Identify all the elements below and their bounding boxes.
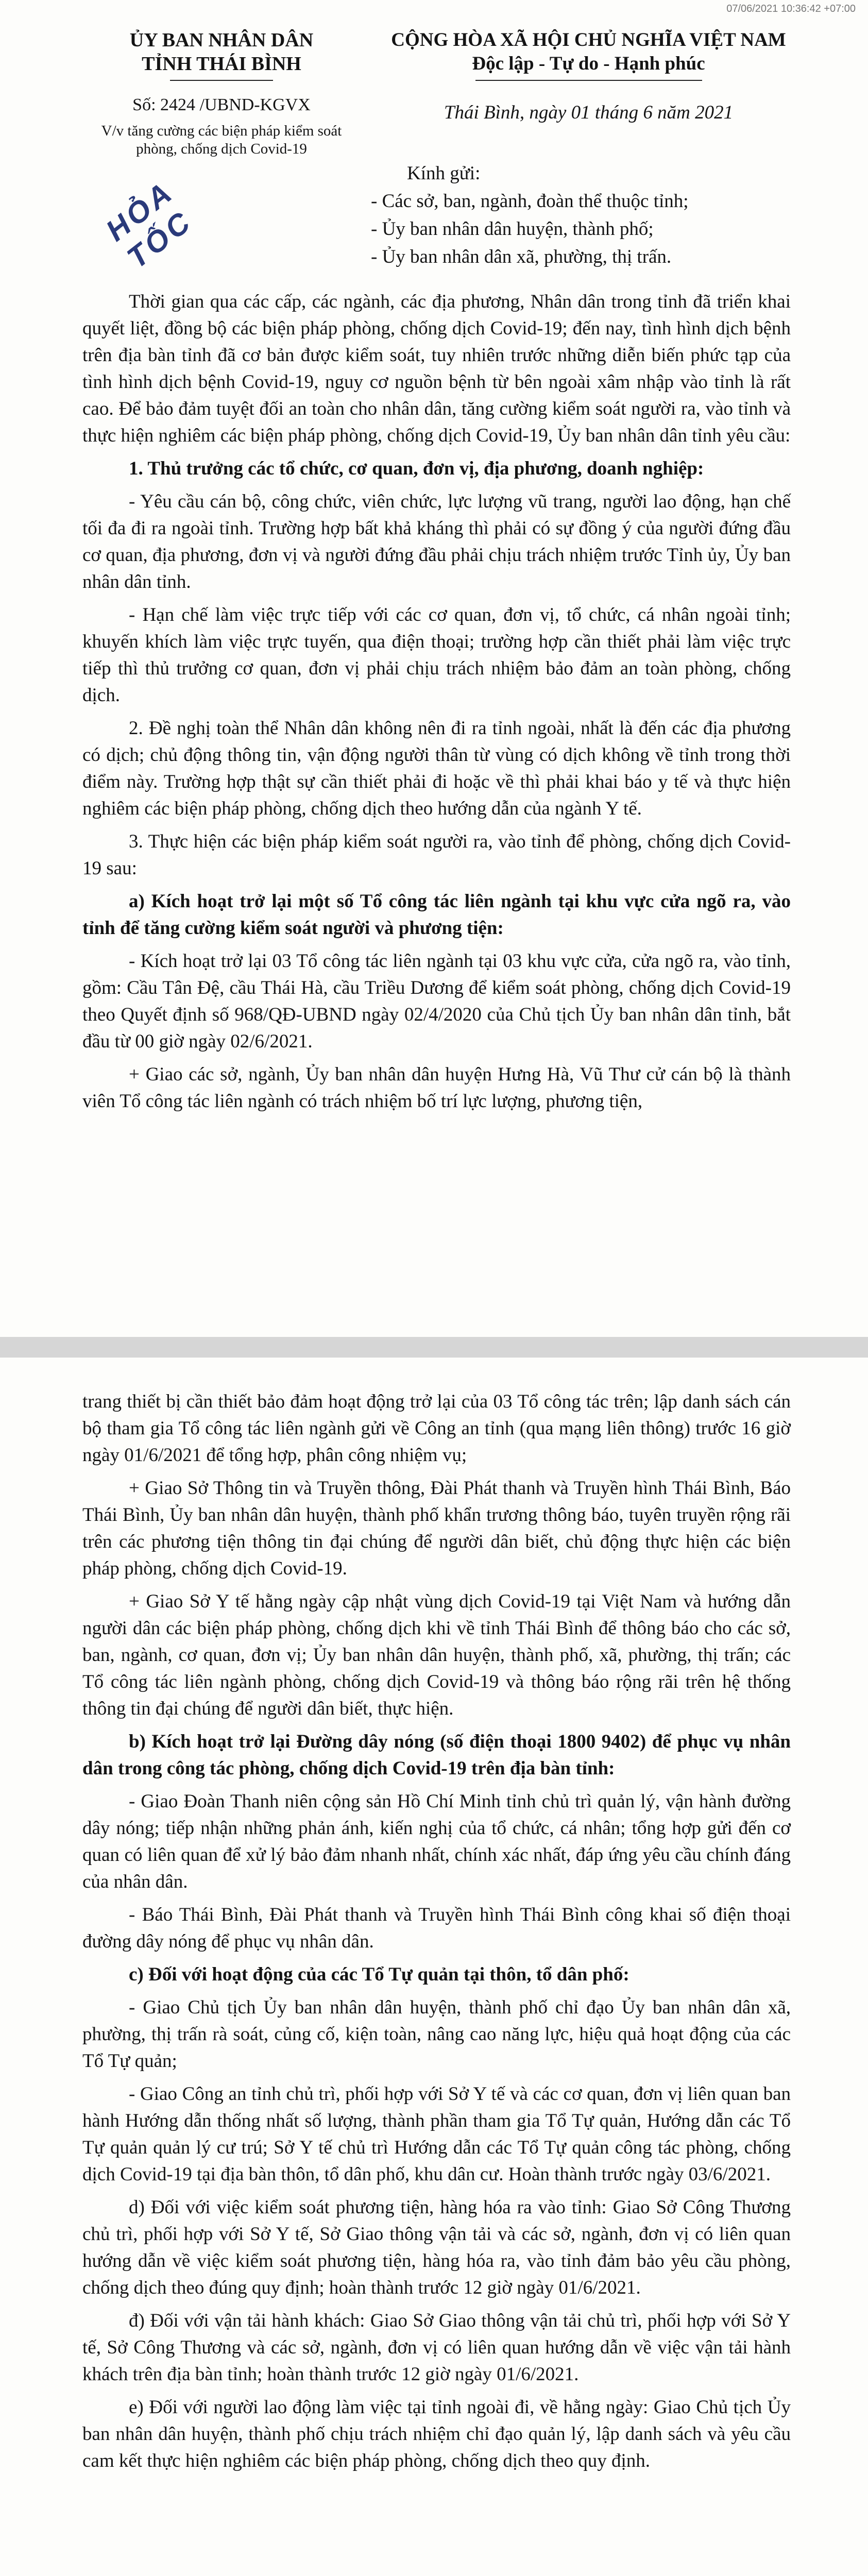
motto-underline bbox=[475, 80, 702, 81]
recipient-item: - Ủy ban nhân dân xã, phường, thị trấn. bbox=[371, 246, 672, 267]
issue-date: Thái Bình, ngày 01 tháng 6 năm 2021 bbox=[444, 102, 734, 123]
urgent-stamp: HỎA TỐC bbox=[99, 175, 199, 275]
commuter-paragraph: e) Đối với người lao động làm việc tại tỉnh ngoài đi, về hằng ngày: Giao Chủ tịch Ủy ban nhân dân huyện, thành phố chịu trách nhiệm chỉ đạo quản lý, lập danh sách và yêu cầu cam kết thực hiện nghiêm các biện pháp phòng, chống dịch theo quy định. bbox=[82, 2397, 791, 2471]
document-subject: V/v tăng cường các biện pháp kiểm soát phòng, chống dịch Covid-19 bbox=[101, 123, 342, 157]
hotline-title: b) Kích hoạt trở lại Đường dây nóng (số điện thoại 1800 9402) để phục vụ nhân dân trong công tác phòng, chống dịch Covid-19 trên địa bàn tỉnh: bbox=[82, 1731, 791, 1779]
continued-paragraph: trang thiết bị cần thiết bảo đảm hoạt động trở lại của 03 Tổ công tác trên; lập danh sách cán bộ tham gia Tổ công tác liên ngành gửi về Công an tỉnh (qua mạng liên thông) trước 16 giờ ngày 01/6/2021 để tổng hợp, phân công nhiệm vụ; bbox=[82, 1391, 791, 1466]
hotline-publicity: - Báo Thái Bình, Đài Phát thanh và Truyền hình Thái Bình công khai số điện thoại đường dây nóng để phục vụ nhân dân. bbox=[82, 1904, 791, 1952]
section-3a-title: a) Kích hoạt trở lại một số Tổ công tác liên ngành tại khu vực cửa ngõ ra, vào tỉnh để tăng cường kiểm soát người và phương tiện: bbox=[82, 891, 791, 939]
section-1-item-a: - Yêu cầu cán bộ, công chức, viên chức, lực lượng vũ trang, người lao động, hạn chế tối đa đi ra ngoài tỉnh. Trường hợp bất khả kháng thì phải có sự đồng ý của người đứng đầu cơ quan, địa phương, đơn vị và người đứng đầu phải chịu trách nhiệm trước Tỉnh ủy, Ủy ban nhân dân tỉnh. bbox=[82, 491, 791, 592]
section-1-title: 1. Thủ trưởng các tổ chức, cơ quan, đơn vị, địa phương, doanh nghiệp: bbox=[129, 458, 704, 479]
section-1-item-b: - Hạn chế làm việc trực tiếp với các cơ quan, đơn vị, tổ chức, cá nhân ngoài tỉnh; khuyến khích làm việc trực tuyến, qua điện thoại; trường hợp cần thiết phải làm việc trực tiếp thì thủ trưởng cơ quan, đơn vị phải chịu trách nhiệm bảo đảm an toàn phòng, chống dịch. bbox=[82, 604, 791, 706]
national-title: CỘNG HÒA XÃ HỘI CHỦ NGHĨA VIỆT NAM bbox=[391, 29, 786, 50]
intro-paragraph: Thời gian qua các cấp, các ngành, các địa phương, Nhân dân trong tỉnh đã triển khai quyết liệt, đồng bộ các biện pháp phòng, chống dịch Covid-19; đến nay, tình hình dịch bệnh trên địa bàn tỉnh đã cơ bản được kiểm soát, tuy nhiên trước những diễn biến phức tạp của tình hình dịch bệnh Covid-19, nguy cơ nguồn bệnh từ bên ngoài xâm nhập vào tỉnh là rất cao. Để bảo đảm tuyệt đối an toàn cho nhân dân, tăng cường kiểm soát người ra, vào tỉnh và thực hiện nghiêm các biện pháp phòng, chống dịch Covid-19, Ủy ban nhân dân tỉnh yêu cầu: bbox=[82, 291, 791, 446]
recipient-item: - Các sở, ban, ngành, đoàn thể thuộc tỉnh; bbox=[371, 191, 689, 212]
recipients-block bbox=[371, 160, 689, 271]
self-management-item-2: - Giao Công an tỉnh chủ trì, phối hợp với Sở Y tế và các cơ quan, đơn vị liên quan ban hành Hướng dẫn thống nhất số lượng, thành phần tham gia Tổ Tự quản, Hướng dẫn các Tổ Tự quản quản lý cư trú; Sở Y tế chủ trì Hướng dẫn các Tổ Tự quản công tác phòng, chống dịch Covid-19 tại địa bàn thôn, tổ dân phố, khu dân cư. Hoàn thành trước ngày 03/6/2021. bbox=[82, 2083, 791, 2185]
goods-control-paragraph: d) Đối với việc kiểm soát phương tiện, hàng hóa ra vào tỉnh: Giao Sở Công Thương chủ trì, phối hợp với Sở Y tế, Sở Giao thông vận tải và các sở, ngành, đơn vị có liên quan hướng dẫn về việc kiểm soát phương tiện, hàng hóa ra, vào tỉnh đảm bảo yêu cầu phòng, chống dịch theo đúng quy định; hoàn thành trước 12 giờ ngày 01/6/2021. bbox=[82, 2197, 791, 2298]
section-3a-item-1: - Kích hoạt trở lại 03 Tổ công tác liên ngành tại 03 khu vực cửa, cửa ngõ ra, vào tỉnh, gồm: Cầu Tân Đệ, cầu Thái Hà, cầu Triều Dương để kiểm soát phòng, chống dịch Covid-19 theo Quyết định số 968/QĐ-UBND ngày 02/4/2020 của Chủ tịch Ủy ban nhân dân tỉnh, bắt đầu từ 00 giờ ngày 02/6/2021. bbox=[82, 951, 791, 1052]
section-3a-item-2: + Giao các sở, ngành, Ủy ban nhân dân huyện Hưng Hà, Vũ Thư cử cán bộ là thành viên Tổ công tác liên ngành có trách nhiệm bố trí lực lượng, phương tiện, bbox=[82, 1064, 791, 1112]
media-assignment: + Giao Sở Thông tin và Truyền thông, Đài Phát thanh và Truyền hình Thái Bình, Báo Thái Bình, Ủy ban nhân dân huyện, thành phố khẩn trương thông báo, tuyên truyền rộng rãi trên các phương tiện thông tin đại chúng để người dân biết, chủ động thực hiện các biện pháp phòng, chống dịch Covid-19. bbox=[82, 1478, 791, 1579]
passenger-transport-paragraph: đ) Đối với vận tải hành khách: Giao Sở Giao thông vận tải chủ trì, phối hợp với Sở Y tế, Sở Công Thương và các sở, ngành, đơn vị có liên quan hướng dẫn về việc vận tải hành khách trên địa bàn tỉnh; hoàn thành trước 12 giờ ngày 01/6/2021. bbox=[82, 2310, 791, 2385]
document-header bbox=[82, 0, 791, 289]
recipients-label: Kính gửi: bbox=[407, 163, 481, 184]
self-management-title: c) Đối với hoạt động của các Tổ Tự quản tại thôn, tổ dân phố: bbox=[129, 1964, 629, 1985]
document-body-1 bbox=[82, 289, 791, 1115]
issuer-line-1: ỦY BAN NHÂN DÂN bbox=[129, 29, 314, 51]
self-management-item-1: - Giao Chủ tịch Ủy ban nhân dân huyện, thành phố chỉ đạo Ủy ban nhân dân xã, phường, thị trấn rà soát, củng cố, kiện toàn, nâng cao năng lực, hiệu quả hoạt động của các Tổ Tự quản; bbox=[82, 1997, 791, 2072]
digital-signature-timestamp: 07/06/2021 10:36:42 +07:00 bbox=[726, 3, 856, 14]
national-title-block bbox=[381, 28, 796, 124]
issuer-line-2: TỈNH THÁI BÌNH bbox=[142, 53, 301, 75]
health-dept-assignment: + Giao Sở Y tế hằng ngày cập nhật vùng dịch Covid-19 tại Việt Nam và hướng dẫn người dân các biện pháp phòng, chống dịch khi về tỉnh Thái Bình để thông báo cho các sở, ban, ngành, cơ quan, đơn vị; Ủy ban nhân dân huyện, thành phố, xã, phường, thị trấn; các Tổ công tác liên ngành phòng, chống dịch Covid-19 và thông báo rộng rãi trên hệ thống thông tin đại chúng để người dân biết, thực hiện. bbox=[82, 1591, 791, 1719]
national-motto: Độc lập - Tự do - Hạnh phúc bbox=[472, 53, 705, 74]
document-page-2 bbox=[0, 1358, 868, 2576]
document-number: Số: 2424 /UBND-KGVX bbox=[132, 95, 311, 114]
section-3-title: 3. Thực hiện các biện pháp kiểm soát người ra, vào tỉnh để phòng, chống dịch Covid-19 sau: bbox=[82, 831, 791, 879]
hotline-youth-union: - Giao Đoàn Thanh niên cộng sản Hồ Chí Minh tỉnh chủ trì quản lý, vận hành đường dây nóng; tiếp nhận những phản ánh, kiến nghị của tổ chức, cá nhân; tổng hợp gửi đến cơ quan có liên quan để xử lý bảo đảm nhanh nhất, chính xác nhất, đáp ứng yêu cầu chính đáng của nhân dân. bbox=[82, 1791, 791, 1892]
recipient-item: - Ủy ban nhân dân huyện, thành phố; bbox=[371, 218, 654, 240]
issuer-underline bbox=[170, 80, 273, 81]
section-2-paragraph: 2. Đề nghị toàn thể Nhân dân không nên đi ra tỉnh ngoài, nhất là đến các địa phương có dịch; chủ động thông tin, vận động người thân từ vùng có dịch không về tỉnh trong thời điểm này. Trường hợp thật sự cần thiết phải đi hoặc về thì phải khai báo y tế và thực hiện nghiêm các biện pháp phòng, chống dịch theo hướng dẫn của ngành Y tế. bbox=[82, 718, 791, 819]
